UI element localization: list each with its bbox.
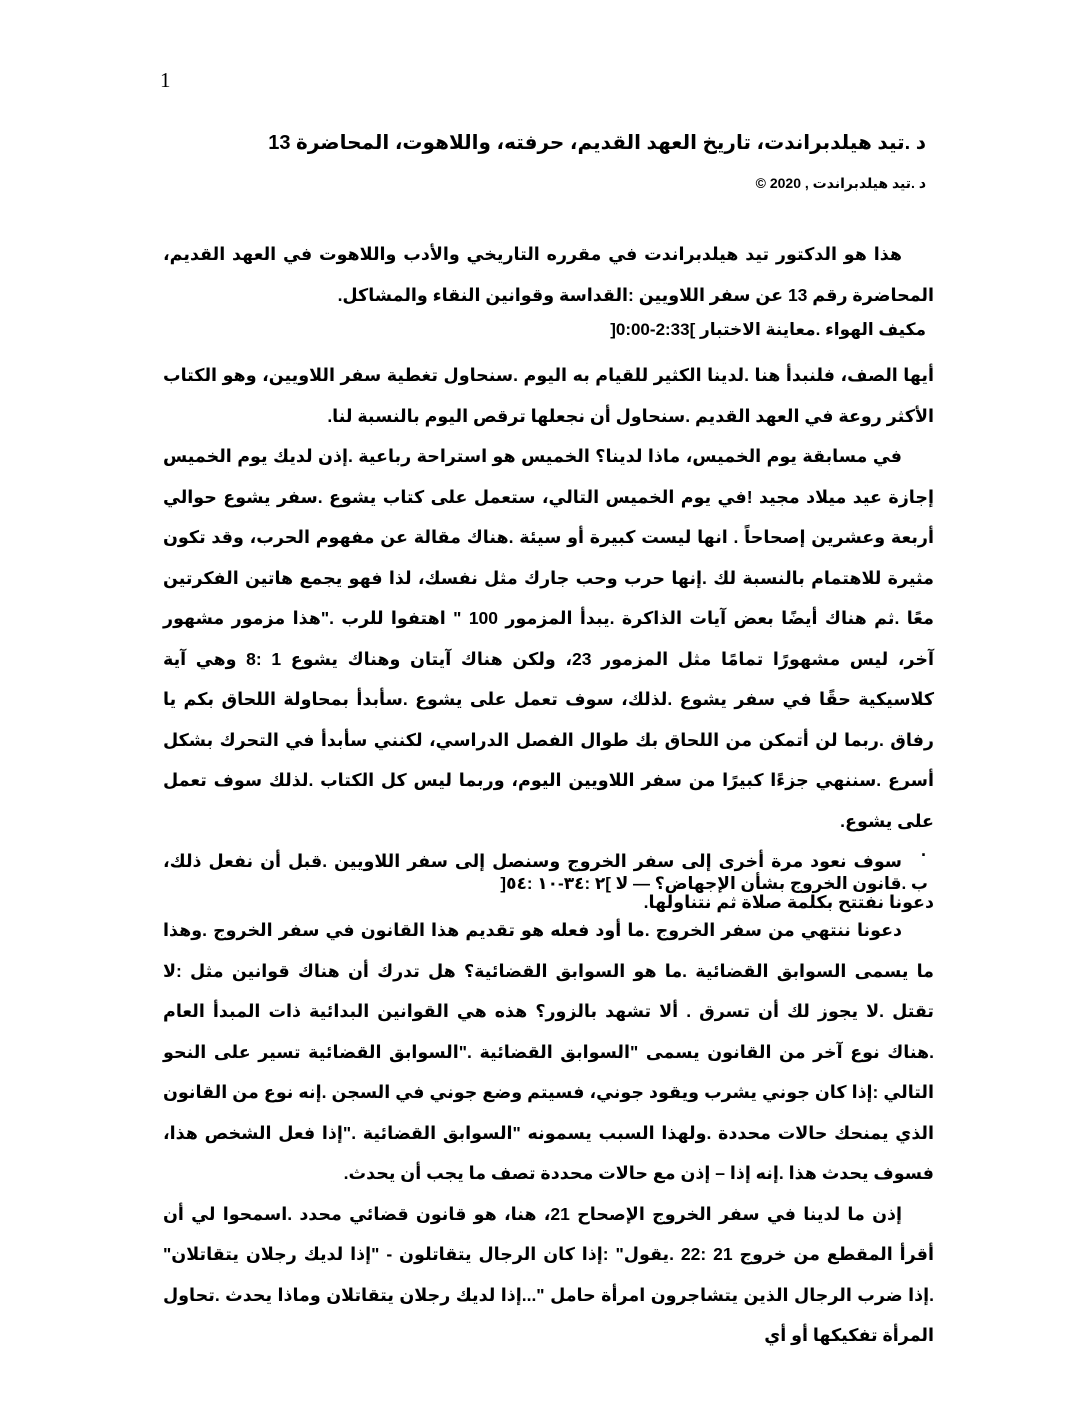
body-paragraph: دعونا ننتهي من سفر الخروج .ما أود فعله هو تقديم هذا القانون في سفر الخروج .وهذا ما يسمى السوابق القضائية .ما هو السوابق القضائية؟ هل تدرك أن هناك قوانين مثل :لا تقتل .لا يجوز لك أن تسرق . ألا تشهد بالزور؟ هذه هي القوانين البدائية ذات المبدأ العام .هناك نوع آخر من القانون يسمى "السوابق القضائية ."السوابق القضائية تسير على النحو التالي :إذا كان جوني يشرب ويقود جوني، فسيتم وضع جوني في السجن .إنه نوع من القانون الذي يمنحك حالات محددة .ولهذا السبب يسمونه "السوابق القضائية ."إذا فعل الشخص هذا، فسوف يحدث هذا .إنه إذا – إذن مع حالات محددة تصف ما يجب أن يحدث. — [163, 920, 934, 1183]
body-paragraph: في مسابقة يوم الخميس، ماذا لدينا؟ الخميس هو استراحة رباعية .إذن لديك يوم الخميس إجازة عيد ميلاد مجيد !في يوم الخميس التالي، ستعمل على كتاب يشوع .سفر يشوع حوالي أربعة وعشرين إصحاحاً . انها ليست كبيرة أو سيئة .هناك مقالة عن مفهوم الحرب، وقد تكون مثيرة للاهتمام بالنسبة لك .إنها حرب وحب جارك مثل نفسك، لذا فهو يجمع هاتين الفكرتين معًا .ثم هناك أيضًا بعض آيات الذاكرة .يبدأ المزمور 100 " اهتفوا للرب ."هذا مزمور مشهور آخر، ليس مشهورًا تمامًا مثل المزمور 23، ولكن هناك آيتان وهناك يشوع 1 :8 وهي آية كلاسيكية حقًا في سفر يشوع .لذلك، سوف تعمل على يشوع .سأبدأ بمحاولة اللحاق بكم يا رفاق .ربما لن أتمكن من اللحاق بك طوال الفصل الدراسي، لكنني سأبدأ في التحرك بشكل أسرع .سننهي جزءًا كبيرًا من سفر اللاويين اليوم، وربما ليس كل الكتاب .لذلك سوف تعمل على يشوع. — [163, 446, 934, 831]
body-paragraph: أيها الصف، فلنبدأ هنا .لدينا الكثير للقيام به اليوم .سنحاول تغطية سفر اللاويين، وهو الكتاب الأكثر روعة في العهد القديم .سنحاول أن نجعلها ترقص اليوم بالنسبة لنا. — [163, 365, 934, 426]
section-body — [163, 355, 934, 922]
intro-paragraph: هذا هو الدكتور تيد هيلدبراندت في مقرره التاريخي والأدب واللاهوت في العهد القديم، المحاضرة رقم 13 عن سفر اللاويين :القداسة وقوانين النقاء والمشاكل. — [163, 244, 934, 305]
section-body — [163, 910, 934, 1356]
trailing-mark: . — [920, 840, 926, 860]
copyright-line: د .تيد هيلدبراندت , 2020 © — [755, 175, 926, 191]
section-heading: مكيف الهواء .معاينة الاختبار ]2:33-0:00[ — [610, 320, 926, 339]
body-paragraph: إذن ما لدينا في سفر الخروج الإصحاح 21، هنا، هو قانون قضائي محدد .اسمحوا لي أن أقرأ المقطع من خروج 21 :22 .يقول" :إذا كان الرجال يتقاتلون - "إذا لديك رجلان يتقاتلان" .إذا ضرب الرجال الذين يتشاجرون امرأة حامل "...إذا لديك رجلان يتقاتلان وماذا يحدث .تحاول المرأة تفكيكها أو أي — [163, 1203, 934, 1345]
body-paragraph: سوف نعود مرة أخرى إلى سفر الخروج وسنصل إلى سفر اللاويين .قبل أن نفعل ذلك، دعونا نفتتح بكلمة صلاة ثم نتناولها. — [163, 851, 934, 912]
intro-block — [163, 234, 934, 315]
section-heading: ب .قانون الخروج بشأن الإجهاض؟ — لا ]٢ :٣٤-١٠ :٥٤[ — [500, 874, 928, 893]
document-title: د .تيد هيلدبراندت، تاريخ العهد القديم، حرفته، واللاهوت، المحاضرة 13 — [268, 132, 926, 154]
page-number: 1 — [160, 68, 171, 92]
